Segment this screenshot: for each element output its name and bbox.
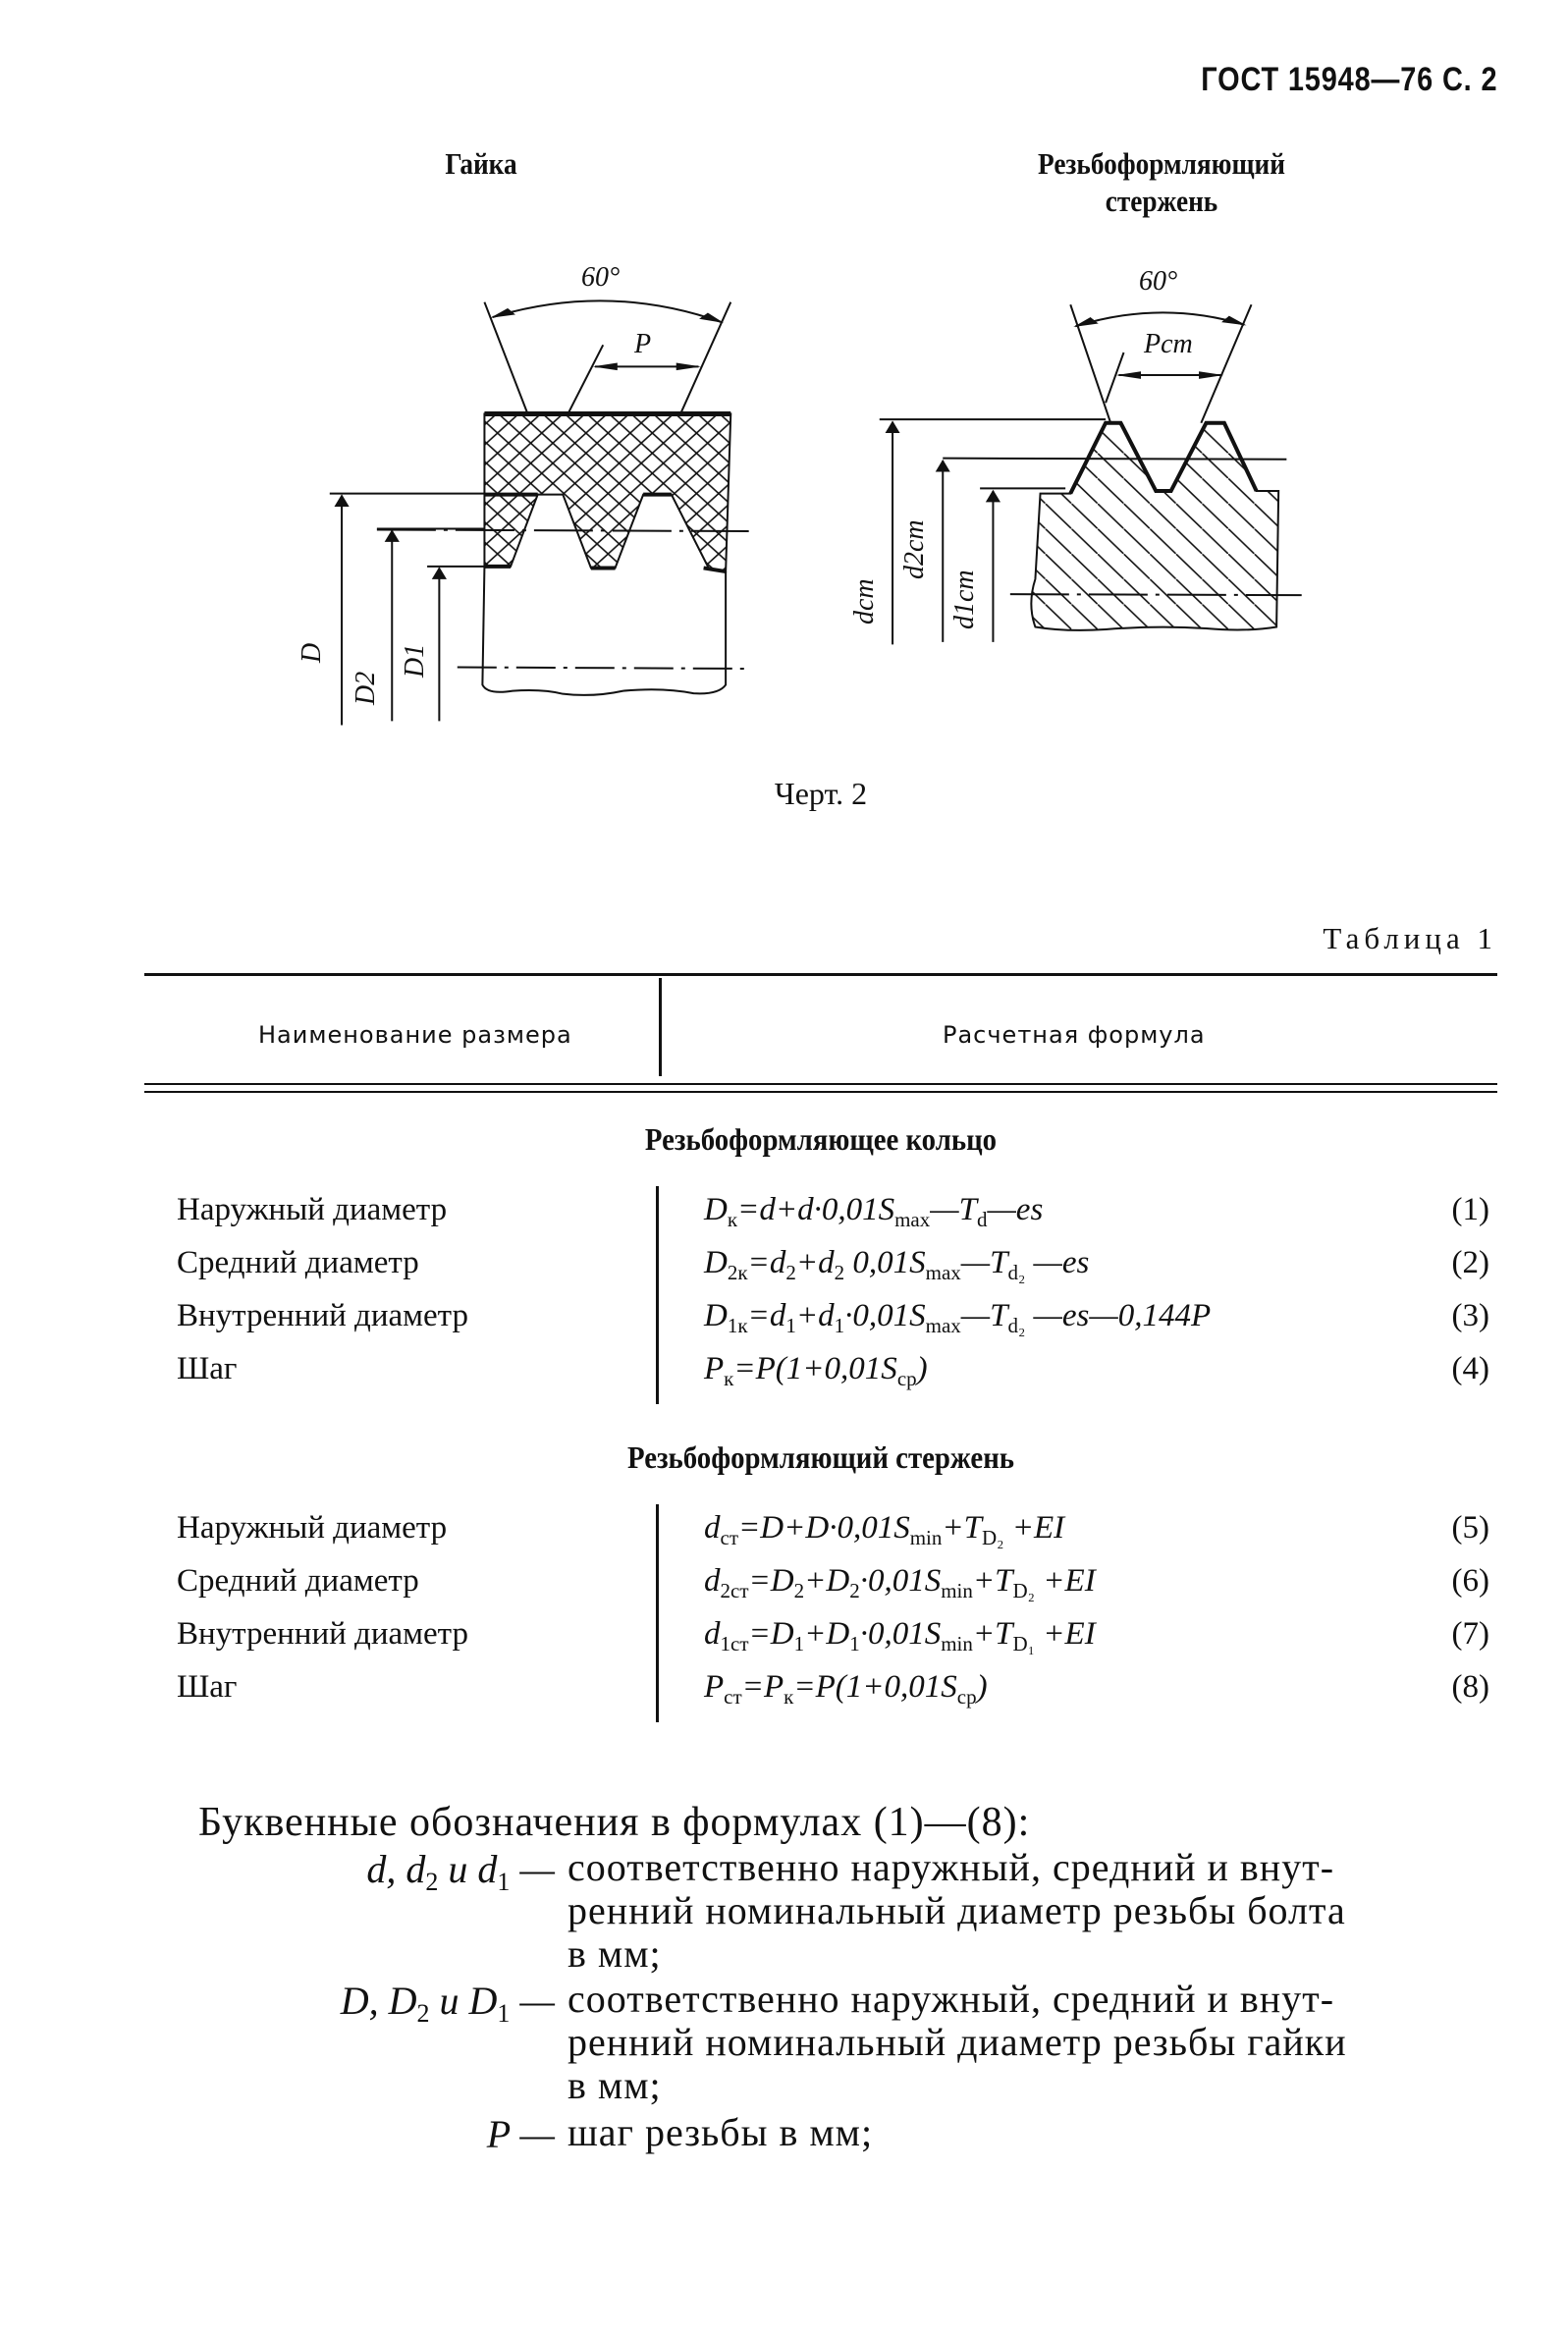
row-label: Внутренний диаметр (177, 1298, 468, 1333)
formula-subscript: 2 (425, 1868, 439, 1896)
nut-dim-D: D (297, 642, 327, 663)
row-formula (704, 1563, 1096, 1603)
figure-caption: Черт. 2 (774, 776, 868, 811)
header-rule-2 (144, 1091, 1497, 1093)
formula-part: +D (804, 1616, 850, 1652)
legend-line: ренний номинальный диаметр резьбы гайки (568, 2020, 1347, 2064)
formula-part: =d (747, 1245, 786, 1280)
formula-subscript: к (784, 1685, 794, 1709)
formula-part: и D (429, 1979, 498, 2023)
nut-angle-label: 60° (581, 262, 621, 293)
formula-part: D, D (340, 1979, 417, 2023)
formula-subscript: 2 (793, 1579, 805, 1602)
row-number: (1) (1451, 1192, 1489, 1227)
table-top-rule (144, 973, 1497, 976)
formula-part: +T (972, 1616, 1013, 1652)
formula-subscript: max (894, 1208, 931, 1231)
formula-part: ·0,01S (844, 1298, 926, 1333)
table-number: Таблица 1 (1323, 921, 1497, 955)
legend-description (568, 1846, 1497, 1976)
formula-subscript: max (925, 1314, 961, 1337)
legend-line: ренний номинальный диаметр резьбы болта (568, 1888, 1346, 1932)
formula-part: D (704, 1245, 728, 1280)
row-label: Средний диаметр (177, 1563, 419, 1599)
formula-part: +EI (1003, 1510, 1065, 1546)
row-divider (656, 1504, 659, 1722)
formula-subscript: ст (720, 1526, 738, 1549)
formula-part: ·0,01S (859, 1563, 942, 1599)
row-label: Шаг (177, 1669, 238, 1705)
row-formula (704, 1616, 1096, 1656)
formula-subscript: D₂ (982, 1526, 1004, 1549)
formula-part: — (510, 1979, 555, 2023)
row-formula (704, 1245, 1089, 1285)
formula-part: 0,01S (844, 1245, 926, 1280)
row-number: (5) (1451, 1510, 1489, 1546)
formula-part: —T (960, 1298, 1008, 1333)
legend-term (366, 1846, 555, 1897)
row-label: Средний диаметр (177, 1245, 419, 1280)
formula-subscript: 2 (849, 1579, 860, 1602)
rod-pitch-label: Pст (1144, 329, 1193, 359)
formula-subscript: 1 (497, 1999, 511, 2028)
formula-subscript: d₂ (1007, 1314, 1026, 1337)
formula-subscript: 1 (834, 1314, 845, 1337)
rod-dim-d1st: d1ст (949, 570, 980, 629)
row-label: Шаг (177, 1351, 238, 1386)
formula-part: —es (987, 1192, 1044, 1227)
nut-title: Гайка (445, 146, 517, 181)
row-number: (2) (1451, 1245, 1489, 1280)
formula-part: d (704, 1563, 721, 1599)
formula-part: —T (930, 1192, 977, 1227)
formula-subscript: 1к (727, 1314, 748, 1337)
formula-part: +EI (1035, 1616, 1096, 1652)
formula-part: —es—0,144P (1025, 1298, 1212, 1333)
formula-subscript: min (941, 1579, 973, 1602)
formula-part: d (704, 1616, 721, 1652)
formula-subscript: к (724, 1367, 734, 1390)
legend-line: соответственно наружный, средний и внут- (568, 1977, 1335, 2021)
legend-description (568, 1978, 1497, 2107)
legend-line: в мм; (568, 1931, 662, 1976)
formula-part: =D (748, 1616, 794, 1652)
formula-part: —T (960, 1245, 1008, 1280)
row-formula (704, 1510, 1064, 1550)
formula-subscript: 2к (727, 1261, 748, 1284)
section-title: Резьбоформляющий стержень (626, 1439, 1015, 1475)
formula-subscript: 1 (849, 1632, 860, 1656)
section-title: Резьбоформляющее кольцо (644, 1121, 998, 1157)
nut-dim-D1: D1 (400, 643, 430, 678)
formula-subscript: D₂ (1012, 1579, 1036, 1602)
formula-part: —es (1025, 1245, 1090, 1280)
formula-part: +d (795, 1245, 835, 1280)
formula-part: +T (972, 1563, 1013, 1599)
formula-subscript: 1 (793, 1632, 805, 1656)
formula-part: и d (438, 1847, 498, 1891)
legend-line: соответственно наружный, средний и внут- (568, 1845, 1335, 1889)
legend-term (487, 2111, 555, 2157)
formula-subscript: d₂ (1007, 1261, 1026, 1284)
formula-subscript: ср (956, 1685, 977, 1709)
formula-part: ) (916, 1351, 928, 1386)
row-formula (704, 1669, 988, 1710)
formula-part: d, d (366, 1847, 426, 1891)
rod-angle-label: 60° (1139, 266, 1178, 297)
row-number: (4) (1451, 1351, 1489, 1386)
formula-subscript: max (925, 1261, 961, 1284)
row-formula (704, 1351, 928, 1391)
formula-part: =P(1+0,01S (793, 1669, 957, 1705)
row-number: (3) (1451, 1298, 1489, 1333)
formula-part: P (704, 1351, 725, 1386)
formula-subscript: 1 (497, 1868, 511, 1896)
legend-title: Буквенные обозначения в формулах (1)—(8): (198, 1800, 1031, 1845)
legend-term (341, 1978, 555, 2029)
row-label: Наружный диаметр (177, 1510, 448, 1546)
formula-subscript: 1ст (720, 1632, 749, 1656)
formula-part: D (704, 1192, 728, 1227)
formula-subscript: min (909, 1526, 943, 1549)
formula-part: +d (795, 1298, 835, 1333)
formula-subscript: D₁ (1012, 1632, 1036, 1656)
nut-drawing (330, 300, 752, 725)
formula-part: +EI (1035, 1563, 1096, 1599)
legend-line: шаг резьбы в мм; (568, 2110, 874, 2154)
rod-title-line2: стержень (1105, 184, 1218, 218)
formula-subscript: 1 (785, 1314, 796, 1337)
thread-drawing (0, 0, 1568, 786)
legend-description (568, 2111, 1497, 2154)
formula-subscript: d (976, 1208, 988, 1231)
formula-subscript: ср (896, 1367, 917, 1390)
rod-title-line1: Резьбоформляющий (1038, 146, 1285, 181)
formula-subscript: ст (724, 1685, 742, 1709)
formula-part: =D+D·0,01S (738, 1510, 910, 1546)
formula-part: =D (748, 1563, 794, 1599)
formula-subscript: 2 (785, 1261, 796, 1284)
formula-part: +T (942, 1510, 982, 1546)
formula-subscript: 2 (834, 1261, 845, 1284)
rod-dim-d2st: d2ст (899, 519, 930, 579)
formula-part: ) (976, 1669, 988, 1705)
row-divider (656, 1186, 659, 1404)
rod-dim-dst: dст (849, 578, 880, 624)
formula-part: P (704, 1669, 725, 1705)
formula-part: P — (486, 2112, 555, 2156)
header-divider (659, 978, 662, 1076)
formula-subscript: min (941, 1632, 973, 1656)
column-header-formula: Расчетная формула (943, 1021, 1206, 1049)
formula-part: =d (747, 1298, 786, 1333)
formula-part: =P(1+0,01S (733, 1351, 897, 1386)
nut-pitch-label: P (634, 329, 652, 359)
formula-part: d (704, 1510, 721, 1546)
formula-part: — (510, 1847, 555, 1891)
row-number: (6) (1451, 1563, 1489, 1599)
formula-part: =P (741, 1669, 784, 1705)
row-number: (8) (1451, 1669, 1489, 1705)
row-label: Внутренний диаметр (177, 1616, 468, 1652)
header-rule-1 (144, 1083, 1497, 1085)
formula-part: D (704, 1298, 728, 1333)
formula-part: =d+d·0,01S (737, 1192, 895, 1227)
formula-part: +D (804, 1563, 850, 1599)
row-label: Наружный диаметр (177, 1192, 448, 1227)
row-formula (704, 1192, 1043, 1232)
page-header: ГОСТ 15948—76 С. 2 (1200, 61, 1497, 98)
nut-dim-D2: D2 (351, 671, 381, 705)
row-formula (704, 1298, 1211, 1338)
legend-line: в мм; (568, 2063, 662, 2107)
formula-subscript: 2ст (720, 1579, 749, 1602)
rod-drawing (880, 304, 1302, 644)
row-number: (7) (1451, 1616, 1489, 1652)
formula-subscript: 2 (416, 1999, 430, 2028)
column-header-name: Наименование размера (258, 1021, 572, 1049)
formula-part: ·0,01S (859, 1616, 942, 1652)
formula-subscript: к (727, 1208, 738, 1231)
